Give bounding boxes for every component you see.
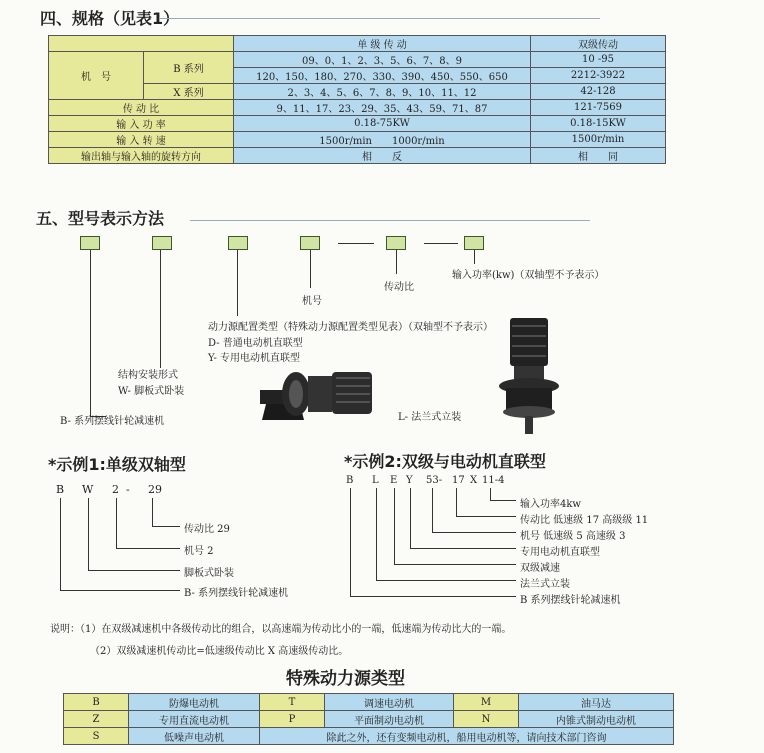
power-single: 0.18-75KW bbox=[234, 116, 531, 132]
label-flange: L- 法兰式立装 bbox=[398, 412, 462, 423]
ex1-code-b: B bbox=[56, 483, 65, 496]
power-value: 内锥式制动电动机 bbox=[519, 711, 674, 728]
section4-title: 四、规格（见表1） bbox=[40, 9, 180, 28]
ratio-label: 传 动 比 bbox=[49, 100, 234, 116]
example2-title: *示例2:双级与电动机直联型 bbox=[344, 452, 546, 471]
speed-single: 1500r/min 1000r/min bbox=[234, 132, 531, 148]
power-key: N bbox=[454, 711, 519, 728]
direction-label: 输出轴与输入轴的旋转方向 bbox=[49, 148, 234, 164]
direction-single: 相 反 bbox=[234, 148, 531, 164]
example1-title: *示例1:单级双轴型 bbox=[48, 455, 186, 474]
label-ratio: 传动比 bbox=[384, 282, 414, 293]
x-single: 2、3、4、5、6、7、8、9、10、11、12 bbox=[234, 84, 531, 100]
power-key: Z bbox=[64, 711, 129, 728]
x-double: 42-128 bbox=[531, 84, 666, 100]
code-box-drive bbox=[228, 236, 248, 250]
machine-label: 机 号 bbox=[49, 52, 144, 100]
ex2-code-y: Y bbox=[406, 475, 413, 486]
note-1: 说明：（1）在双级减速机中各级传动比的组合，以高速端为传动比小的一端，低速端为传动比大的一端。 bbox=[50, 624, 512, 635]
power-note: 除此之外，还有变频电动机，船用电动机等，请向技术部门咨询 bbox=[260, 728, 674, 745]
ex1-code-29: 29 bbox=[148, 483, 162, 496]
b-single-1: 09、0、1、2、3、5、6、7、8、9 bbox=[234, 52, 531, 68]
ex2-label-flange: 法兰式立装 bbox=[520, 579, 570, 590]
power-value: 调速电动机 bbox=[325, 694, 454, 711]
ex1-label-ratio: 传动比 29 bbox=[184, 524, 230, 535]
ex2-code-e: E bbox=[390, 475, 398, 486]
power-key: S bbox=[64, 728, 129, 745]
ratio-single: 9、11、17、23、29、35、43、59、71、87 bbox=[234, 100, 531, 116]
power-value: 防爆电动机 bbox=[129, 694, 260, 711]
b-series-label: B 系列 bbox=[144, 52, 234, 84]
ex1-label-mount: 脚板式卧装 bbox=[184, 568, 234, 579]
ex2-label-machine: 机号 低速级 5 高速级 3 bbox=[520, 531, 626, 542]
power-source-table bbox=[63, 693, 674, 745]
ex1-code-2: 2 bbox=[112, 483, 119, 496]
code-box-power bbox=[464, 236, 484, 250]
label-series: B- 系列摆线针轮减速机 bbox=[60, 416, 165, 427]
label-drive-y: Y- 专用电动机直联型 bbox=[208, 353, 301, 364]
divider bbox=[160, 18, 600, 19]
ex2-code-b: B bbox=[346, 475, 354, 486]
head-double: 双级传动 bbox=[531, 36, 666, 52]
label-mount: 结构安装形式 bbox=[118, 370, 178, 381]
power-value: 油马达 bbox=[519, 694, 674, 711]
spec-table bbox=[48, 35, 666, 164]
label-machine: 机号 bbox=[302, 296, 322, 307]
section5-title: 五、型号表示方法 bbox=[36, 209, 165, 228]
power-value: 平面制动电动机 bbox=[325, 711, 454, 728]
ex1-label-machine: 机号 2 bbox=[184, 546, 214, 557]
dash bbox=[338, 243, 374, 244]
ex2-code-11-4: 11-4 bbox=[482, 475, 505, 486]
ex2-code-53: 53- bbox=[426, 475, 443, 486]
power-table-title: 特殊动力源类型 bbox=[286, 669, 405, 689]
code-box-mount bbox=[152, 236, 172, 250]
vertical-reducer-image bbox=[492, 312, 566, 438]
code-box-machine bbox=[300, 236, 320, 250]
power-key: B bbox=[64, 694, 129, 711]
b-double-2: 2212-3922 bbox=[531, 68, 666, 84]
label-power: 输入功率(kw)（双轴型不予表示） bbox=[452, 270, 605, 281]
head-single: 单 级 传 动 bbox=[234, 36, 531, 52]
speed-double: 1500r/min bbox=[531, 132, 666, 148]
ex2-label-series: B 系列摆线针轮减速机 bbox=[520, 595, 621, 606]
ratio-double: 121-7569 bbox=[531, 100, 666, 116]
label-drive-d: D- 普通电动机直联型 bbox=[208, 338, 303, 349]
x-series-label: X 系列 bbox=[144, 84, 234, 100]
power-value: 低噪声电动机 bbox=[129, 728, 260, 745]
b-single-2: 120、150、180、270、330、390、450、550、650 bbox=[234, 68, 531, 84]
code-box-ratio bbox=[386, 236, 406, 250]
ex2-code-l: L bbox=[372, 475, 379, 486]
ex1-code-w: W bbox=[82, 483, 94, 496]
power-key: M bbox=[454, 694, 519, 711]
ex2-code-x: X bbox=[470, 475, 478, 486]
label-mount-w: W- 脚板式卧装 bbox=[118, 386, 185, 397]
ex2-label-power: 输入功率4kw bbox=[520, 499, 581, 510]
power-key: P bbox=[260, 711, 325, 728]
ex2-label-ratio: 传动比 低速级 17 高级级 11 bbox=[520, 515, 649, 526]
ex2-label-double: 双级减速 bbox=[520, 563, 560, 574]
speed-label: 输 入 转 速 bbox=[49, 132, 234, 148]
ex2-code-17: 17 bbox=[452, 475, 465, 486]
ex2-label-motor: 专用电动机直联型 bbox=[520, 547, 600, 558]
direction-double: 相 同 bbox=[531, 148, 666, 164]
note-2: （2）双级减速机传动比=低速级传动比 X 高速级传动比。 bbox=[90, 646, 349, 657]
divider bbox=[190, 220, 590, 221]
power-double: 0.18-15KW bbox=[531, 116, 666, 132]
power-key: T bbox=[260, 694, 325, 711]
label-drive: 动力源配置类型（特殊动力源配置类型见表）（双轴型不予表示） bbox=[208, 322, 493, 333]
dash bbox=[424, 243, 458, 244]
power-label: 输 入 功 率 bbox=[49, 116, 234, 132]
b-double-1: 10 -95 bbox=[531, 52, 666, 68]
horizontal-reducer-image bbox=[256, 366, 376, 426]
code-box-series bbox=[80, 236, 100, 250]
ex1-label-series: B- 系列摆线针轮减速机 bbox=[184, 588, 289, 599]
power-value: 专用直流电动机 bbox=[129, 711, 260, 728]
